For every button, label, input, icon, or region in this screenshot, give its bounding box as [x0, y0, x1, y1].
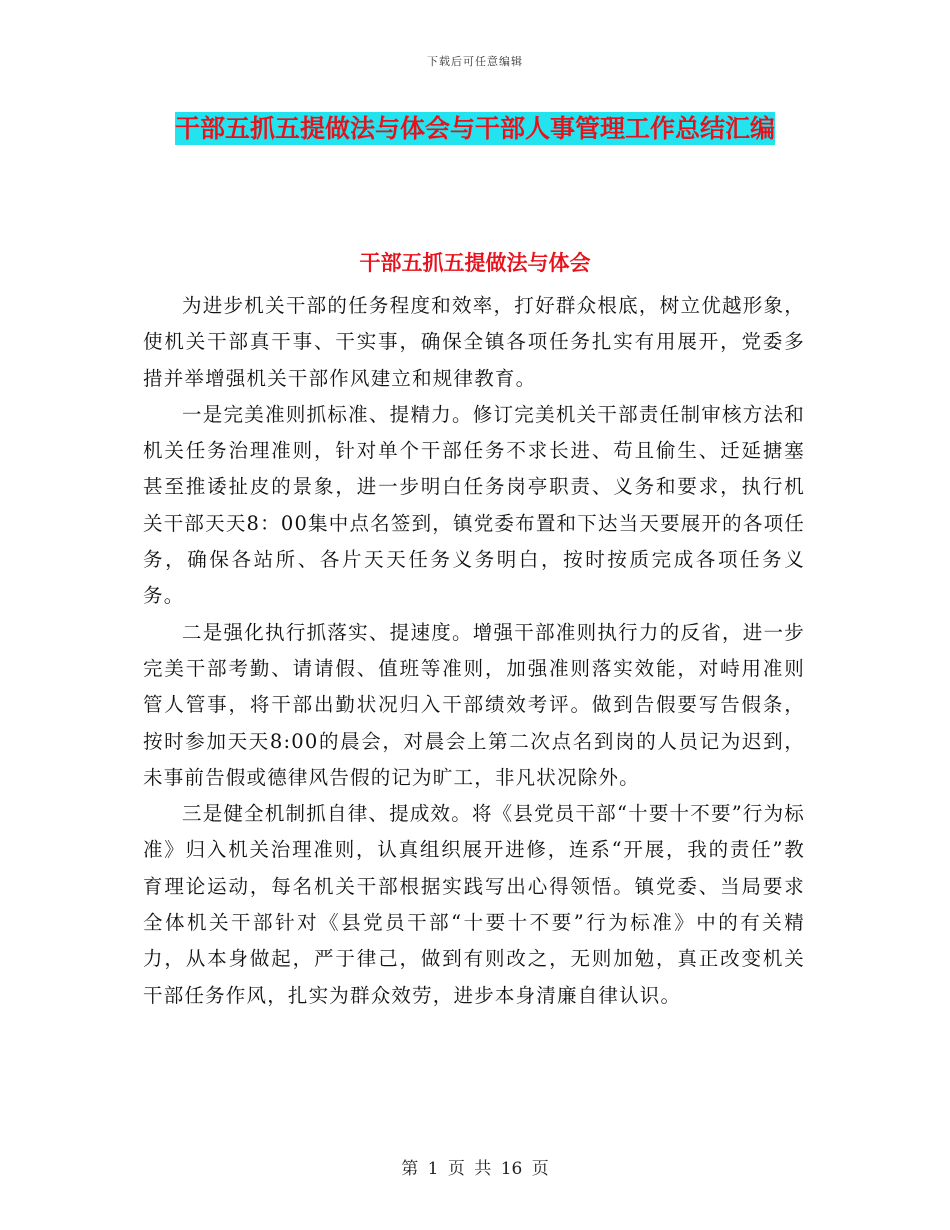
document-title	[145, 106, 805, 152]
document-body	[143, 288, 805, 1014]
section-title: 干部五抓五提做法与体会	[359, 251, 591, 275]
page-header-note: 下载后可任意编辑	[427, 55, 523, 68]
paragraph-point-three: 三是健全机制抓自律、提成效。将《县党员干部“十要十不要”行为标准》归入机关治理准则，认真组织展开进修，连系“开展，我的责任”教育理论运动，每名机关干部根据实践写出心得领悟。镇党委、当局要求全体机关干部针对《县党员干部“十要十不要”行为标准》中的有关精力，从本身做起，严于律己，做到有则改之，无则加勉，真正改变机关干部任务作风，扎实为群众效劳，进步本身清廉自律认识。	[143, 802, 805, 1007]
document-title-text: 干部五抓五提做法与体会与干部人事管理工作总结汇编	[174, 114, 775, 143]
page-footer-number: 第 1 页 共 16 页	[401, 1159, 549, 1179]
paragraph-point-one: 一是完美准则抓标准、提精力。修订完美机关干部责任制审核方法和机关任务治理准则，针对单个干部任务不求长进、苟且偷生、迁延搪塞甚至推诿扯皮的景象，进一步明白任务岗亭职责、义务和要求，执行机关干部天天8：00集中点名签到，镇党委布置和下达当天要展开的各项任务，确保各站所、各片天天任务义务明白，按时按质完成各项任务义务。	[143, 402, 805, 608]
paragraph-intro: 为进步机关干部的任务程度和效率，打好群众根底，树立优越形象，使机关干部真干事、干实事，确保全镇各项任务扎实有用展开，党委多措并举增强机关干部作风建立和规律教育。	[143, 294, 805, 390]
paragraph-point-two: 二是强化执行抓落实、提速度。增强干部准则执行力的反省，进一步完美干部考勤、请请假、值班等准则，加强准则落实效能，对峙用准则管人管事，将干部出勤状况归入干部绩效考评。做到告假要写告假条，按时参加天天8:00的晨会，对晨会上第二次点名到岗的人员记为迟到，未事前告假或德律风告假的记为旷工，非凡状况除外。	[143, 620, 805, 789]
